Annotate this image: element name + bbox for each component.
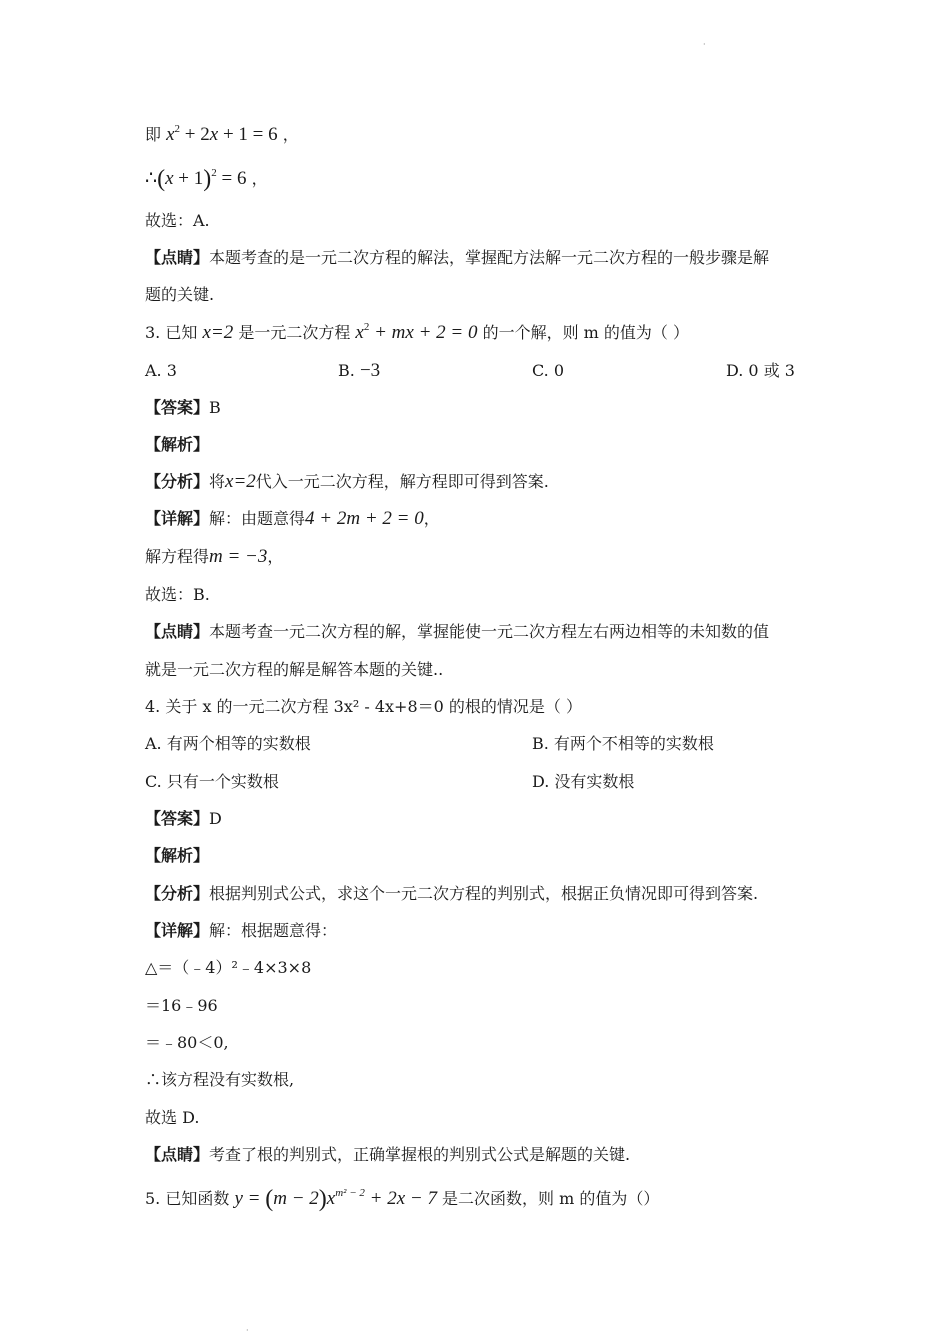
option-c: C. 只有一个实数根 [145,772,279,791]
analysis-heading: 【解析】 [145,435,210,454]
answer-line: 【答案】B [145,398,221,417]
step-line: △＝（﹣4）²﹣4×3×8 [145,958,312,977]
xiangjie-line: 【详解】解：根据题意得： [145,921,338,940]
step-line: ＝16﹣96 [145,996,218,1015]
answer-choice-line: 故选：A. [145,211,210,230]
option-a: A. 有两个相等的实数根 [145,734,311,753]
analysis-heading: 【解析】 [145,846,210,865]
header-dot: · [703,40,706,49]
math-expression: ∴(x + 1)$^2$ = 6 [145,166,247,192]
option-a: A. 3 [145,361,177,380]
question-5-stem: 5. 已知函数 $y = (m - 2)x^{m^2 - 2} + 2x - 7$ 是二次函数，则 m 的值为（） [145,1186,660,1212]
answer-line: 【答案】D [145,809,222,828]
question-4-stem: 4. 关于 x 的一元二次方程 3x² - 4x+8＝0 的根的情况是（ ） [145,697,582,716]
option-d: D. 没有实数根 [532,772,635,791]
equation-line-2: ∴(x + 1)$^2$ = 6 ， [145,166,268,192]
comment-line: 【点睛】考查了根的判别式，正确掌握根的判别式公式是解题的关键. [145,1145,631,1164]
step-line: ＝﹣80＜0, [145,1033,229,1052]
equation-line-1: 即 $x^2 + 2x + 1 = 6$ ， [145,123,299,145]
option-c: C. 0 [532,361,565,380]
answer-choice-line: 故选：B. [145,585,210,604]
comment-line-cont: 就是一元二次方程的解是解答本题的关键.. [145,660,444,679]
solve-line: 解方程得m = −3， [145,546,284,567]
step-line: ∴该方程没有实数根, [145,1070,295,1089]
fenxi-line: 【分析】根据判别式公式，求这个一元二次方程的判别式，根据正负情况即可得到答案. [145,884,759,903]
section-tag: 【答案】 [145,398,210,417]
option-b: B. 有两个不相等的实数根 [532,734,714,753]
comment-line: 【点睛】本题考查的是一元二次方程的解法，掌握配方法解一元二次方程的一般步骤是解 [145,248,770,267]
math-expression: $x^2 + 2x + 1 = 6$ [166,123,278,145]
xiangjie-line: 【详解】解：由题意得4 + 2m + 2 = 0， [145,508,440,529]
option-d: D. 0 或 3 [726,361,795,380]
fenxi-line: 【分析】将x=2代入一元二次方程，解方程即可得到答案. [145,471,549,492]
question-3-stem: 3. 已知 x=2 是一元二次方程 $x^2$ + mx + 2 = 0 的一个解，则 m 的值为（ ） [145,321,690,343]
section-tag: 【点睛】 [145,248,210,267]
footer-dot: · [246,1326,249,1335]
answer-choice-line: 故选 D. [145,1108,200,1127]
comment-line: 【点睛】本题考查一元二次方程的解，掌握能使一元二次方程左右两边相等的未知数的值 [145,622,770,641]
comment-line-cont: 题的关键. [145,285,215,304]
option-b: B. −3 [338,360,381,381]
